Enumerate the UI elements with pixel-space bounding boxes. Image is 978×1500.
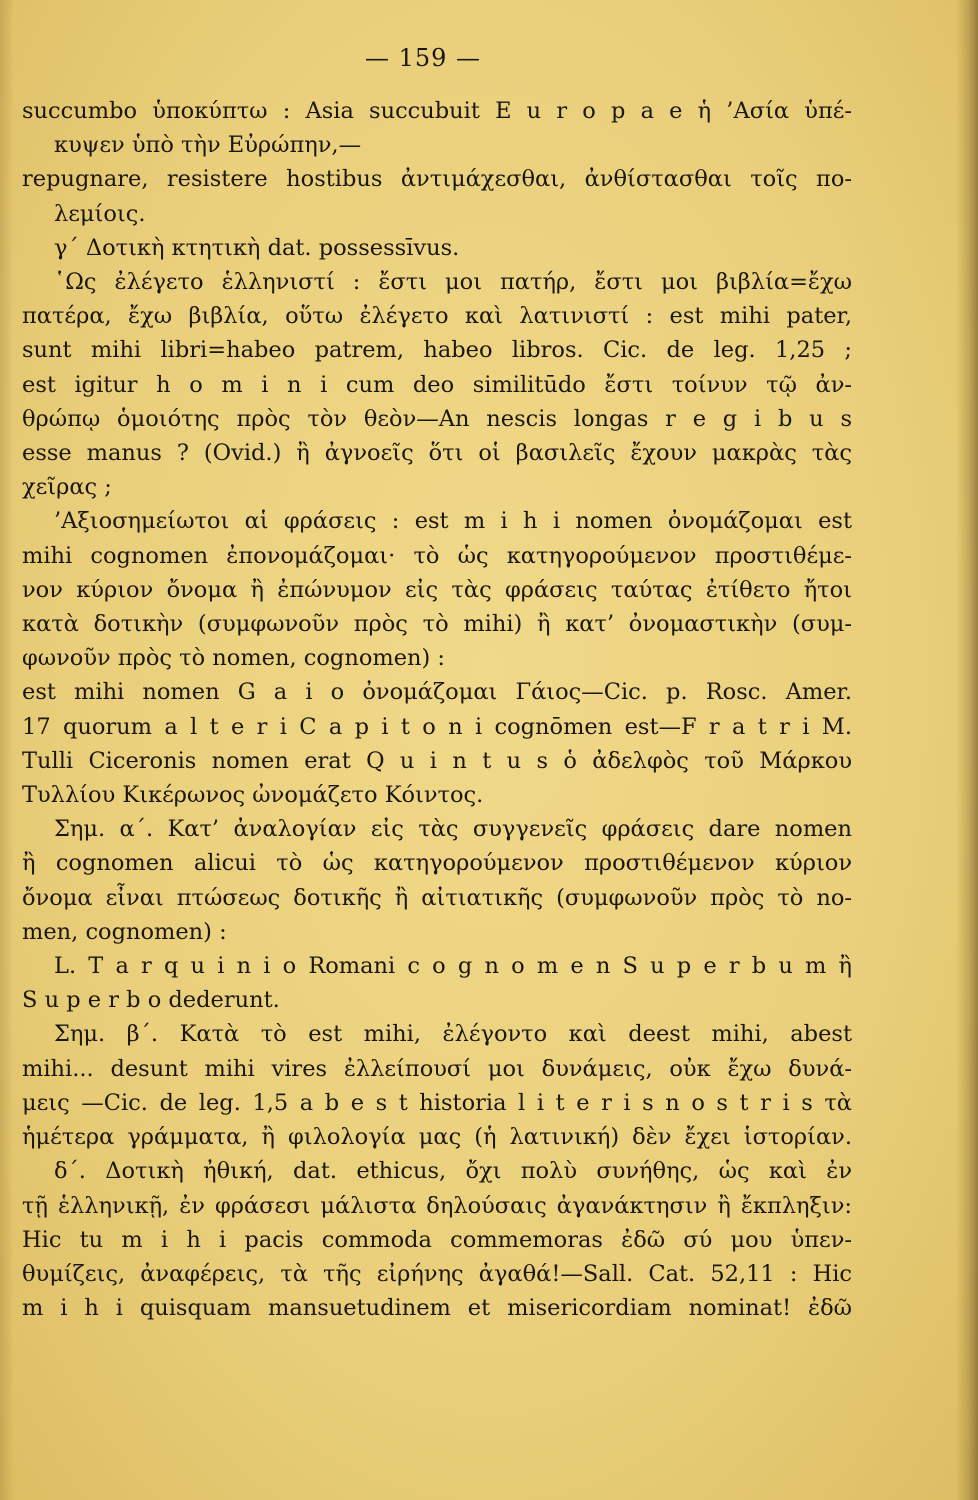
- text-line: Τυλλίου Κικέρωνος ὠνομάζετο Κόιντος.: [22, 782, 484, 809]
- text-line: repugnare, resistere hostibus ἀντιμάχεσθαι, ἀνθίστασθαι τοῖς πο-: [22, 166, 852, 193]
- text-line: ῾Ως ἐλέγετο ἑλληνιστί : ἔστι μοι πατήρ, ἔστι μοι βιβλία=ἔχω: [54, 269, 852, 296]
- text-line: θυμίζεις, ἀναφέρεις, τὰ τῆς εἰρήνης ἀγαθά!—Sall. Cat. 52,11 : Hic: [22, 1260, 852, 1287]
- text-line: ὄνομα εἶναι πτώσεως δοτικῆς ἢ αἰτιατικῆς (συμφωνοῦν πρὸς τὸ no-: [22, 884, 852, 911]
- text-line: L. T a r q u i n i o Romani c o g n o m e n S u p e r b u m ἢ: [54, 953, 852, 980]
- text-line: θρώπῳ ὁμοιότης πρὸς τὸν θεὸν—An nescis longas r e g i b u s: [22, 405, 852, 432]
- text-line: φωνοῦν πρὸς τὸ nomen, cognomen) :: [22, 645, 446, 672]
- text-line: κατὰ δοτικὴν (συμφωνοῦν πρὸς τὸ mihi) ἢ κατ’ ὀνομαστικὴν (συμ-: [22, 611, 852, 638]
- text-line: γ΄ Δοτικὴ κτητικὴ dat. possessīvus.: [54, 234, 460, 261]
- text-line: ἡμέτερα γράμματα, ἢ φιλολογία μας (ἡ λατινική) δὲν ἔχει ἱστορίαν.: [22, 1124, 852, 1151]
- text-line: ἢ cognomen alicui τὸ ὡς κατηγορούμενον προστιθέμενον κύριον: [22, 850, 852, 877]
- text-line: m i h i quisquam mansuetudinem et misericordiam nominat! ἐδῶ: [22, 1295, 852, 1322]
- text-line: men, cognomen) :: [22, 918, 227, 945]
- text-line: χεῖρας ;: [22, 474, 112, 501]
- text-line: ’Αξιοσημείωτοι αἱ φράσεις : est m i h i nomen ὀνομάζομαι est: [54, 508, 852, 535]
- text-line: δ΄. Δοτικὴ ἠθική, dat. ethicus, ὄχι πολὺ συνήθης, ὡς καὶ ἐν: [54, 1158, 852, 1185]
- body-text: [22, 94, 852, 1325]
- text-line: sunt mihi libri=habeo patrem, habeo libros. Cic. de leg. 1,25 ;: [22, 337, 852, 364]
- text-line: est igitur h o m i n i cum deo similitūdo ἔστι τοίνυν τῷ ἀν-: [22, 371, 852, 398]
- text-line: πατέρα, ἔχω βιβλία, οὕτω ἐλέγετο καὶ λατινιστί : est mihi pater,: [22, 303, 852, 330]
- text-line: est mihi nomen G a i o ὀνομάζομαι Γάιος—Cic. p. Rosc. Amer.: [22, 679, 852, 706]
- text-line: esse manus ? (Ovid.) ἢ ἀγνοεῖς ὅτι οἱ βασιλεῖς ἔχουν μακρὰς τὰς: [22, 440, 852, 467]
- text-line: succumbo ὑποκύπτω : Asia succubuit E u r o p a e ἡ ’Ασία ὑπέ-: [22, 98, 852, 124]
- text-line: Hic tu m i h i pacis commoda commemoras ἐδῶ σύ μου ὑπεν-: [22, 1226, 852, 1253]
- page-edge-shadow-right: [956, 0, 978, 1500]
- text-line: τῇ ἑλληνικῇ, ἐν φράσεσι μάλιστα δηλούσαις ἀγανάκτησιν ἢ ἔκπληξιν:: [22, 1192, 852, 1219]
- text-line: mihi... desunt mihi vires ἐλλείπουσί μοι δυνάμεις, οὐκ ἔχω δυνά-: [22, 1055, 852, 1082]
- text-line: Σημ. β΄. Κατὰ τὸ est mihi, ἐλέγοντο καὶ deest mihi, abest: [54, 1021, 852, 1048]
- text-line: S u p e r b o dederunt.: [22, 987, 280, 1014]
- text-line: 17 quorum a l t e r i C a p i t o n i cognōmen est—F r a t r i M.: [22, 713, 852, 740]
- page-edge-shadow-left: [0, 0, 14, 1500]
- text-line: μεις —Cic. de leg. 1,5 a b e s t historia l i t e r i s n o s t r i s τὰ: [22, 1089, 852, 1116]
- text-line: κυψεν ὑπὸ τὴν Εὐρώπην,—: [54, 132, 362, 159]
- text-line: Tulli Ciceronis nomen erat Q u i n t u s ὁ ἀδελφὸς τοῦ Μάρκου: [22, 747, 852, 774]
- text-line: νον κύριον ὄνομα ἢ ἐπώνυμον εἰς τὰς φράσεις ταύτας ἐτίθετο ἤτοι: [22, 576, 852, 603]
- page-number: — 159 —: [364, 44, 482, 72]
- text-line: Σημ. α΄. Κατ’ ἀναλογίαν εἰς τὰς συγγενεῖς φράσεις dare nomen: [54, 816, 852, 843]
- text-line: mihi cognomen ἐπονομάζομαι· τὸ ὡς κατηγορούμενον προστιθέμε-: [22, 542, 852, 569]
- text-line: λεμίοις.: [54, 200, 146, 227]
